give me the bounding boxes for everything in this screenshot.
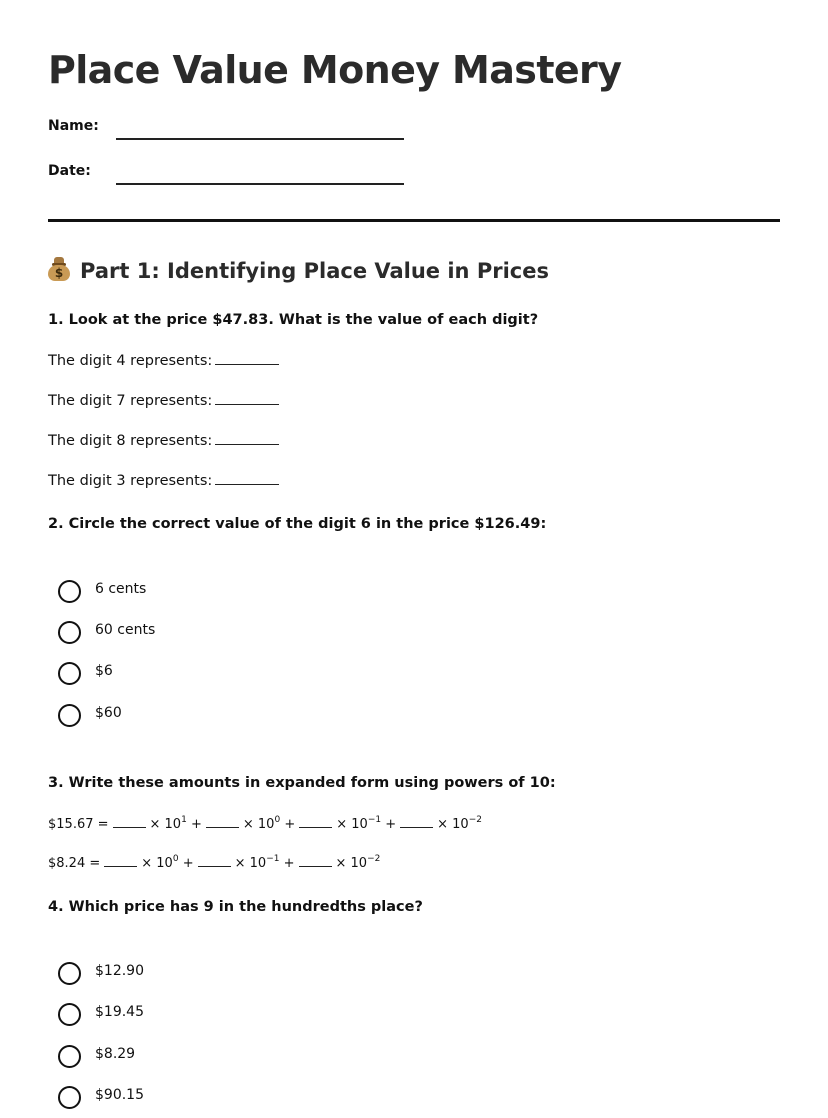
q1-answer-blank-2[interactable]	[215, 392, 279, 405]
q3-term: × 10	[149, 817, 182, 832]
q3-blank[interactable]	[299, 815, 332, 828]
option-label: 60 cents	[95, 622, 156, 638]
question-4: 4. Which price has 9 in the hundredths place?	[48, 899, 423, 915]
q3-term: × 10	[242, 817, 275, 832]
q3-blank[interactable]	[299, 854, 332, 867]
q3-row-1	[48, 815, 482, 832]
q3-row-1-amount: $15.67 =	[48, 817, 109, 832]
q1-answer-blank-3[interactable]	[215, 432, 279, 445]
name-label: Name:	[48, 118, 99, 134]
radio-circle[interactable]	[58, 621, 81, 644]
option-label: $60	[95, 705, 122, 721]
q3-blank[interactable]	[198, 854, 231, 867]
option-label: $6	[95, 663, 113, 679]
radio-circle[interactable]	[58, 662, 81, 685]
q3-term: × 10	[234, 856, 267, 871]
q3-term: × 10	[141, 856, 173, 871]
option-label: $8.29	[95, 1046, 136, 1062]
option-label: $12.90	[95, 963, 144, 979]
option-label: $90.15	[95, 1087, 144, 1103]
q3-exponent: −2	[468, 815, 482, 825]
q3-plus: +	[385, 817, 397, 832]
moneybag-icon	[48, 257, 70, 281]
radio-circle[interactable]	[58, 1086, 81, 1109]
option-label: $19.45	[95, 1004, 144, 1020]
date-input-line[interactable]	[116, 183, 404, 185]
q3-term: × 10	[335, 856, 368, 871]
q1-line-3	[48, 432, 279, 449]
q1-answer-blank-1[interactable]	[215, 352, 279, 365]
q3-exponent: −1	[367, 815, 382, 825]
q3-exponent: 1	[181, 815, 187, 825]
radio-circle[interactable]	[58, 1003, 81, 1026]
q3-term: × 10	[336, 817, 368, 832]
q3-exponent: −1	[266, 854, 280, 864]
radio-circle[interactable]	[58, 704, 81, 727]
question-3: 3. Write these amounts in expanded form using powers of 10:	[48, 775, 556, 791]
q3-row-2	[48, 854, 380, 871]
radio-circle[interactable]	[58, 1045, 81, 1068]
header-divider	[48, 219, 780, 222]
q3-blank[interactable]	[104, 854, 137, 867]
q3-plus: +	[182, 856, 194, 871]
radio-circle[interactable]	[58, 962, 81, 985]
question-2: 2. Circle the correct value of the digit 6 in the price $126.49:	[48, 516, 547, 532]
date-label: Date:	[48, 163, 91, 179]
q1-line-3-text: The digit 8 represents:	[48, 433, 213, 449]
q3-blank[interactable]	[113, 815, 146, 828]
q3-blank[interactable]	[206, 815, 239, 828]
section-title-text: Part 1: Identifying Place Value in Prices	[80, 259, 549, 283]
q3-exponent: −2	[367, 854, 381, 864]
q3-term: × 10	[437, 817, 469, 832]
q3-plus: +	[284, 817, 296, 832]
question-1: 1. Look at the price $47.83. What is the value of each digit?	[48, 312, 539, 328]
q1-line-1	[48, 352, 279, 369]
name-field	[48, 118, 408, 148]
moneybag-glyph: $	[48, 265, 70, 281]
q1-line-2	[48, 392, 279, 409]
q3-plus: +	[190, 817, 202, 832]
q1-line-4	[48, 472, 279, 489]
section-title-part1	[48, 257, 549, 283]
option-label: 6 cents	[95, 581, 147, 597]
q3-row-2-amount: $8.24 =	[48, 856, 101, 871]
q1-line-4-text: The digit 3 represents:	[48, 473, 213, 489]
page-title: Place Value Money Mastery	[48, 48, 622, 92]
radio-circle[interactable]	[58, 580, 81, 603]
name-input-line[interactable]	[116, 138, 404, 140]
date-field	[48, 163, 408, 193]
q1-line-2-text: The digit 7 represents:	[48, 393, 213, 409]
q3-exponent: 0	[274, 815, 281, 825]
q1-line-1-text: The digit 4 represents:	[48, 353, 213, 369]
q3-blank[interactable]	[400, 815, 433, 828]
q3-exponent: 0	[172, 854, 179, 864]
q1-answer-blank-4[interactable]	[215, 472, 279, 485]
q3-plus: +	[283, 856, 295, 871]
